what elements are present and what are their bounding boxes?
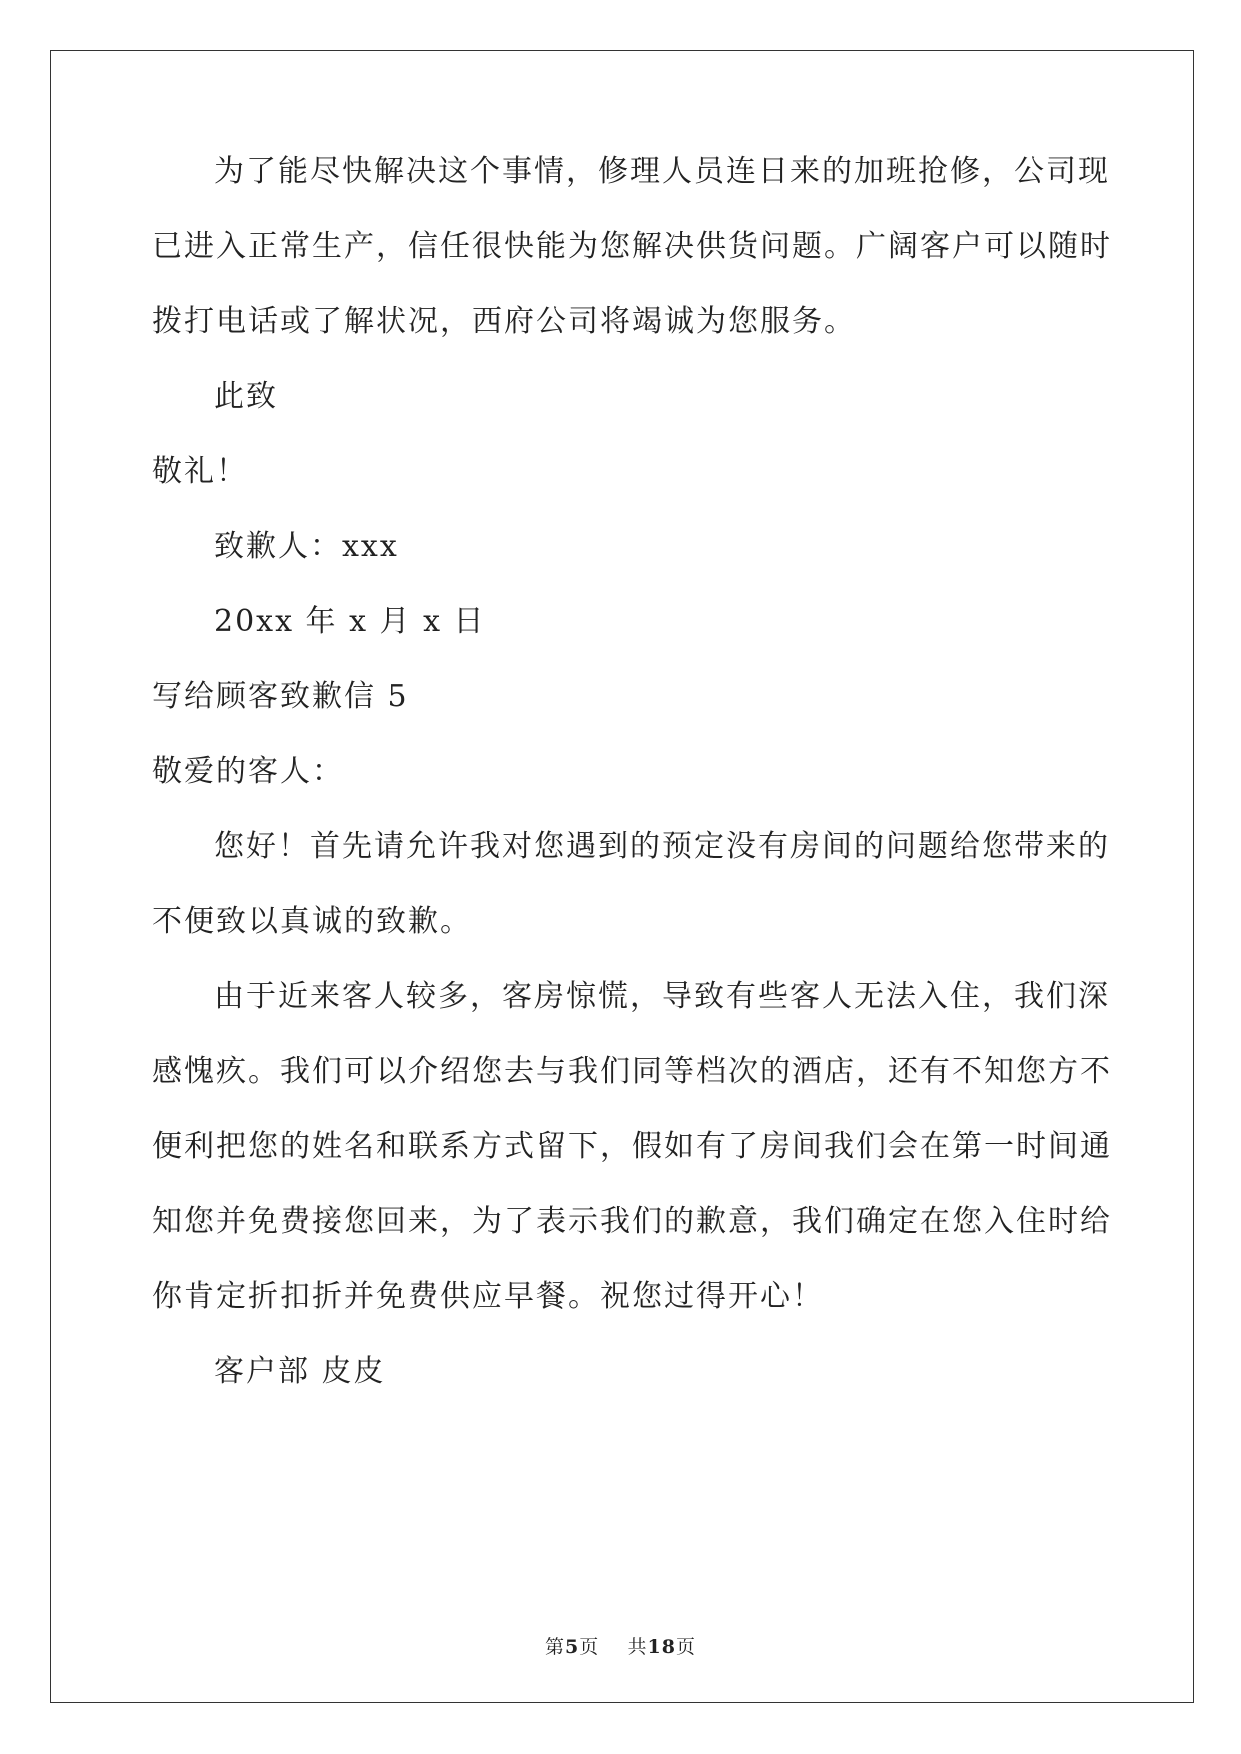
body-line: 便利把您的姓名和联系方式留下，假如有了房间我们会在第一时间通 [152,1129,1112,1164]
body-line: 不便致以真诚的致歉。 [152,904,472,939]
section-title: 写给顾客致歉信 5 [152,679,409,714]
signature-line: 致歉人：xxx [214,529,399,564]
body-line: 为了能尽快解决这个事情，修理人员连日来的加班抢修，公司现 [214,154,1110,189]
body-line: 您好！首先请允许我对您遇到的预定没有房间的问题给您带来的 [214,829,1110,864]
date-line: 20xx 年 x 月 x 日 [214,604,486,639]
page-footer [0,1632,1241,1659]
greeting: 敬爱的客人： [152,754,344,789]
salutation-closing: 敬礼！ [152,454,248,489]
department-signature: 客户部 皮皮 [214,1354,386,1389]
closing-line: 此致 [214,379,278,414]
page-border [50,50,1194,1703]
body-line: 知您并免费接您回来，为了表示我们的歉意，我们确定在您入住时给 [152,1204,1112,1239]
total-suffix: 页 [675,1636,696,1658]
page-suffix: 页 [579,1636,600,1658]
body-line: 你肯定折扣折并免费供应早餐。祝您过得开心！ [152,1279,824,1314]
body-line: 拨打电话或了解状况，西府公司将竭诚为您服务。 [152,304,856,339]
body-line: 感愧疚。我们可以介绍您去与我们同等档次的酒店，还有不知您方不 [152,1054,1112,1089]
body-line: 已进入正常生产，信任很快能为您解决供货问题。广阔客户可以随时 [152,229,1112,264]
body-line: 由于近来客人较多，客房惊慌，导致有些客人无法入住，我们深 [214,979,1110,1014]
page-number: 5 [565,1636,580,1658]
total-prefix: 共 [627,1636,648,1658]
page-prefix: 第 [545,1636,566,1658]
total-pages: 18 [647,1636,676,1658]
